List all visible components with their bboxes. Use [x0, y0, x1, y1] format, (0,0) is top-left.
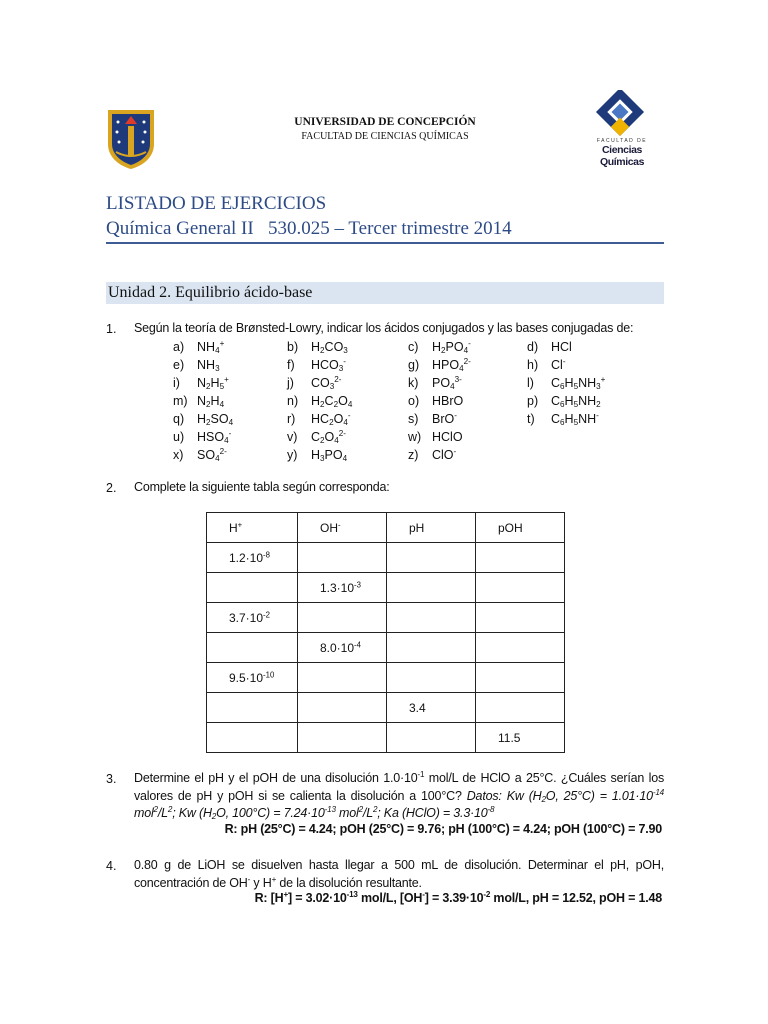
list-item: l) $C_6H_5NH_3^+$ — [527, 375, 606, 392]
question-2-text: Complete la siguiente tabla según corresponda: — [134, 480, 390, 494]
question-1-text: Según la teoría de Brønsted-Lowry, indicar los ácidos conjugados y las bases conjugadas de: — [134, 321, 634, 335]
list-item: d) HCl — [527, 340, 572, 354]
list-item: x) $SO_4^{2-}$ — [173, 447, 227, 464]
table-cell[interactable] — [207, 573, 298, 603]
list-item: n) $H_2C_2O_4$ — [287, 394, 353, 410]
table-row — [207, 693, 565, 723]
table-row — [207, 543, 565, 573]
list-item: p) $C_6H_5NH_2$ — [527, 394, 601, 410]
question-4-answer: R: $[H^+] = 3.02\cdot 10^{-13}$ mol/L, $[OH^-] = 3.39\cdot 10^{-2}$ mol/L, pH = 12.52, pOH = 1.48 — [254, 890, 662, 905]
list-item: k) $PO_4^{3-}$ — [408, 375, 462, 392]
list-item: b) $H_2CO_3$ — [287, 340, 348, 356]
list-item: q) $H_2SO_4$ — [173, 412, 234, 428]
table-cell: $8.0\cdot 10^{-4}$ — [298, 633, 387, 663]
list-item: i) $N_2H_5^+$ — [173, 375, 229, 392]
list-item: u) $HSO_4^-$ — [173, 429, 232, 446]
table-cell[interactable] — [476, 543, 565, 573]
list-item: y) $H_3PO_4$ — [287, 448, 348, 464]
table-cell[interactable] — [476, 663, 565, 693]
table-cell: $9.5\cdot 10^{-10}$ — [207, 663, 298, 693]
header-ph: pH — [387, 513, 476, 543]
header-oh: OH- — [298, 513, 387, 543]
table-cell: $1.3\cdot 10^{-3}$ — [298, 573, 387, 603]
university-name: UNIVERSIDAD DE CONCEPCIÓN — [294, 116, 476, 128]
table-row — [207, 663, 565, 693]
table-cell[interactable] — [298, 723, 387, 753]
table-cell: 11.5 — [476, 723, 565, 753]
table-cell: 3.4 — [387, 693, 476, 723]
table-cell[interactable] — [298, 693, 387, 723]
course-title: Química General II 530.025 – Tercer trimestre 2014 — [106, 218, 512, 239]
question-3-answer: R: pH (25°C) = 4.24; pOH (25°C) = 9.76; pH (100°C) = 4.24; pOH (100°C) = 7.90 — [224, 822, 662, 836]
table-cell[interactable] — [387, 723, 476, 753]
title-divider — [106, 242, 664, 244]
document-title: LISTADO DE EJERCICIOS — [106, 193, 327, 214]
faculty-name: FACULTAD DE CIENCIAS QUÍMICAS — [301, 131, 469, 142]
header-h: H+ — [207, 513, 298, 543]
table-cell[interactable] — [207, 723, 298, 753]
table-header-row — [207, 513, 565, 543]
table-row — [207, 633, 565, 663]
table-cell[interactable] — [387, 663, 476, 693]
table-cell[interactable] — [476, 693, 565, 723]
list-item: v) $C_2O_4^{2-}$ — [287, 429, 347, 446]
question-3-text: Determine el pH y el pOH de una disolución $1.0\cdot 10^{-1}$ mol/L de HClO a 25°C. ¿Cuáles serían los valores de pH y pOH si se calienta la disolución a 100°C? Datos: Kw ($H_2O$, $25^\circ C) = 1.01\cdot 10^{-14}$ $mol^2/L^2$; Kw ($H_2O$, $100^\circ C) = 7.24\cdot 10^{-13}$ $mol^2/L^2$; Ka (HClO) = $3.3\cdot 10^{-8}$ — [134, 770, 664, 822]
university-crest-logo — [106, 108, 156, 170]
table-cell[interactable] — [476, 603, 565, 633]
list-item: g) $HPO_4^{2-}$ — [408, 357, 471, 374]
table-row — [207, 723, 565, 753]
table-cell: $3.7\cdot 10^{-2}$ — [207, 603, 298, 633]
list-item: h) Cl- — [527, 357, 566, 372]
list-item: o) HBrO — [408, 394, 464, 408]
table-cell[interactable] — [298, 543, 387, 573]
list-item: f) $HCO_3^-$ — [287, 357, 346, 374]
list-item: r) $HC_2O_4^-$ — [287, 411, 351, 428]
question-4-text: 0.80 g de LiOH se disuelven hasta llegar a 500 mL de disolución. Determinar el pH, pOH, concentración de OH- y H+ de la disolución resultante. — [134, 858, 664, 890]
header-poh: pOH — [476, 513, 565, 543]
table-row — [207, 603, 565, 633]
table-cell[interactable] — [387, 633, 476, 663]
faculty-logo-small-text: FACULTAD DE — [596, 138, 648, 144]
table-cell[interactable] — [476, 633, 565, 663]
table-cell[interactable] — [387, 573, 476, 603]
question-3-number: 3. — [106, 772, 117, 786]
table-cell: $1.2\cdot 10^{-8}$ — [207, 543, 298, 573]
list-item: s) BrO- — [408, 411, 457, 426]
table-cell[interactable] — [387, 603, 476, 633]
table-cell[interactable] — [207, 633, 298, 663]
question-4-number: 4. — [106, 859, 117, 873]
question-2-number: 2. — [106, 481, 117, 495]
table-cell[interactable] — [476, 573, 565, 603]
list-item: w) HClO — [408, 430, 463, 444]
table-row — [207, 573, 565, 603]
faculty-logo-text: Ciencias Químicas — [599, 144, 645, 168]
table-cell[interactable] — [207, 693, 298, 723]
list-item: t) $C_6H_5NH^-$ — [527, 411, 599, 428]
list-item: z) ClO- — [408, 447, 457, 462]
unit-title: Unidad 2. Equilibrio ácido-base — [108, 284, 313, 301]
list-item: m) $N_2H_4$ — [173, 394, 225, 410]
table-cell[interactable] — [298, 663, 387, 693]
question-1-number: 1. — [106, 322, 117, 336]
table-cell[interactable] — [387, 543, 476, 573]
ph-table — [206, 512, 565, 753]
list-item: e) $NH_3$ — [173, 358, 220, 374]
list-item: j) $CO_3^{2-}$ — [287, 375, 342, 392]
table-cell[interactable] — [298, 603, 387, 633]
list-item: c) $H_2PO_4^-$ — [408, 339, 471, 356]
list-item: a) $NH_4^+$ — [173, 339, 225, 356]
